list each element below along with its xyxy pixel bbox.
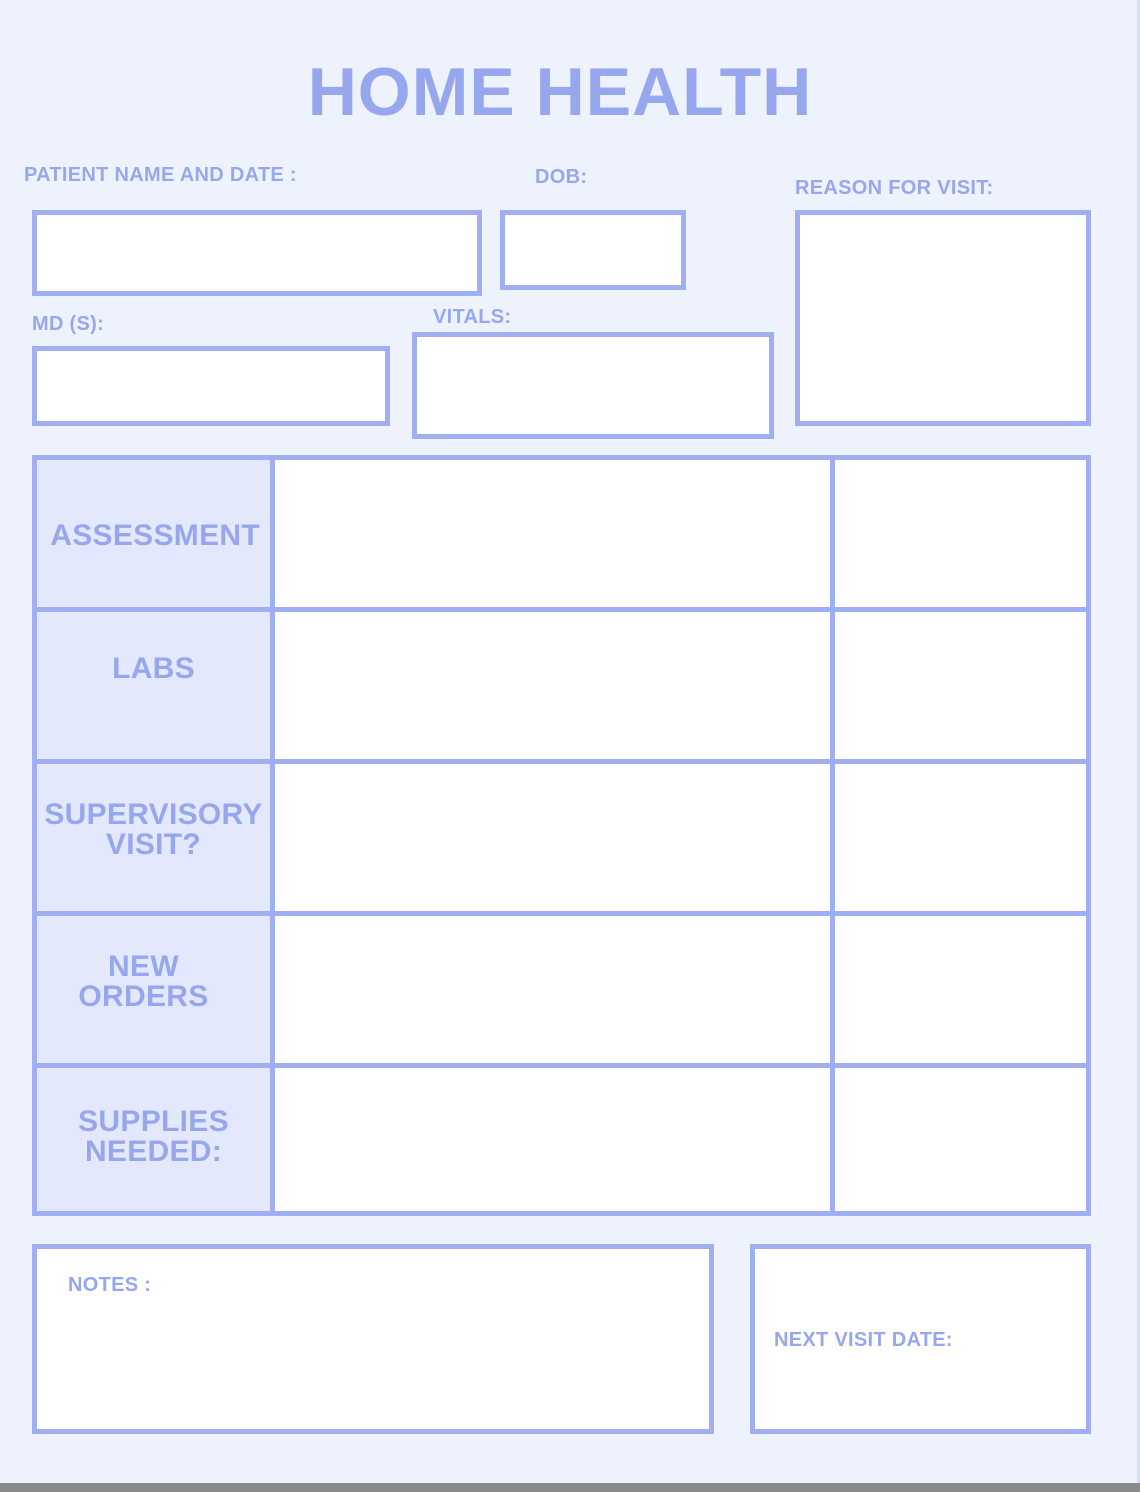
- page-title: HOME HEALTH: [307, 54, 813, 130]
- section-side-cell[interactable]: [835, 460, 1086, 612]
- section-side-cell[interactable]: [835, 612, 1086, 764]
- patient-name-date-label: PATIENT NAME AND DATE :: [24, 164, 297, 186]
- mds-label: MD (S):: [32, 313, 105, 335]
- section-header-cell: [37, 1068, 275, 1211]
- table-row: [37, 916, 1086, 1068]
- notes-label: NOTES :: [68, 1274, 152, 1296]
- table-row: [37, 764, 1086, 916]
- section-side-cell[interactable]: [835, 764, 1086, 916]
- patient-name-date-field[interactable]: [32, 210, 482, 296]
- section-side-cell[interactable]: [835, 1068, 1086, 1211]
- section-main-cell[interactable]: [275, 916, 835, 1068]
- section-label: ASSESSMENT: [50, 519, 260, 552]
- mds-field[interactable]: [32, 346, 390, 426]
- section-label: NEW ORDERS: [78, 950, 209, 1013]
- section-main-cell[interactable]: [275, 612, 835, 764]
- section-main-cell[interactable]: [275, 1068, 835, 1211]
- next-visit-date-field[interactable]: [750, 1244, 1091, 1434]
- page-bottom-border: [0, 1483, 1140, 1492]
- vitals-field[interactable]: [412, 332, 774, 439]
- section-header-cell: [37, 916, 275, 1068]
- dob-field[interactable]: [500, 210, 686, 290]
- section-main-cell[interactable]: [275, 460, 835, 612]
- section-side-cell[interactable]: [835, 916, 1086, 1068]
- table-row: [37, 612, 1086, 764]
- vitals-label: VITALS:: [433, 306, 512, 328]
- table-row: [37, 1068, 1086, 1211]
- section-header-cell: [37, 764, 275, 916]
- next-visit-date-label: NEXT VISIT DATE:: [774, 1329, 953, 1351]
- reason-for-visit-field[interactable]: [795, 210, 1091, 426]
- section-header-cell: [37, 460, 275, 612]
- section-label: SUPPLIES NEEDED:: [78, 1104, 229, 1168]
- section-main-cell[interactable]: [275, 764, 835, 916]
- notes-field[interactable]: [32, 1244, 714, 1434]
- reason-for-visit-label: REASON FOR VISIT:: [795, 177, 994, 199]
- section-label: LABS: [112, 652, 195, 685]
- sections-table: [32, 455, 1091, 1216]
- table-row: [37, 460, 1086, 612]
- section-header-cell: [37, 612, 275, 764]
- section-label: SUPERVISORY VISIT?: [44, 798, 263, 861]
- dob-label: DOB:: [535, 166, 588, 188]
